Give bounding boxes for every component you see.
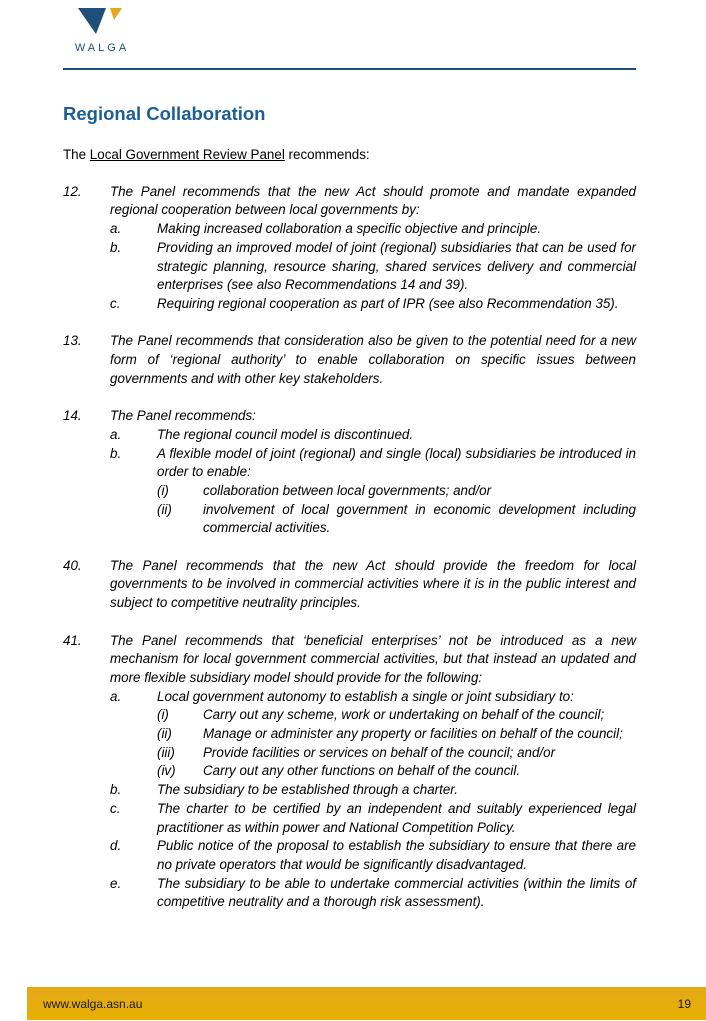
sub-item bbox=[110, 837, 636, 874]
sub-sub-item-label: (iv) bbox=[157, 763, 176, 779]
recommendation-13 bbox=[63, 332, 636, 388]
sub-item bbox=[110, 800, 636, 837]
sub-sub-item bbox=[157, 762, 636, 781]
sub-item-label: b. bbox=[110, 782, 122, 798]
sub-sub-item-label: (i) bbox=[157, 707, 169, 723]
page-number: 19 bbox=[677, 997, 691, 1011]
sub-item-text: The regional council model is discontinued. bbox=[157, 426, 414, 442]
recommendation-number: 40. bbox=[63, 557, 82, 573]
sub-item-text: The subsidiary to be established through a charter. bbox=[157, 782, 458, 798]
intro-paragraph bbox=[63, 146, 636, 165]
recommendation-number: 12. bbox=[63, 183, 82, 199]
sub-item-text: The charter to be certified by an independent and suitably experienced legal practitioner as within power and National Competition Policy. bbox=[157, 800, 636, 835]
sub-item-text: Public notice of the proposal to establish the subsidiary to ensure that there are no private operators that would be significantly disadvantaged. bbox=[157, 838, 636, 872]
recommendation-number: 14. bbox=[63, 408, 82, 424]
sub-item-label: c. bbox=[110, 800, 121, 816]
review-panel-link[interactable]: Local Government Review Panel bbox=[89, 147, 285, 162]
page-title: Regional Collaboration bbox=[63, 103, 266, 124]
sub-item-label: b. bbox=[110, 445, 122, 461]
sub-item bbox=[110, 220, 636, 239]
sub-item bbox=[110, 875, 636, 912]
sub-sub-item bbox=[157, 744, 636, 763]
sub-item-text: Providing an improved model of joint (regional) subsidiaries that can be used for strategic planning, resource sharing, shared services delivery and commercial enterprises (see also Recommendations 14 and 39). bbox=[157, 239, 636, 293]
recommendation-number: 41. bbox=[63, 632, 82, 648]
page-content bbox=[63, 102, 636, 912]
intro-text-before: The bbox=[63, 147, 90, 162]
sub-item-label: c. bbox=[110, 295, 121, 311]
recommendation-text: The Panel recommends that ‘beneficial enterprises’ not be introduced as a new mechanism for local government commercial activities, but that instead an updated and more flexible subsidiary model should provide for the following: bbox=[110, 632, 636, 685]
sub-item-label: e. bbox=[110, 875, 122, 891]
sub-sub-item-text: Provide facilities or services on behalf of the council; and/or bbox=[203, 744, 556, 760]
walga-logo-icon bbox=[70, 6, 134, 42]
sub-item-text: A flexible model of joint (regional) and single (local) subsidiaries be introduced in order to enable: bbox=[157, 445, 636, 480]
sub-item-text: Requiring regional cooperation as part of IPR (see also Recommendation 35). bbox=[157, 295, 619, 311]
recommendation-number: 13. bbox=[63, 333, 82, 349]
sub-item-label: b. bbox=[110, 239, 122, 255]
sub-sub-item bbox=[157, 482, 636, 501]
sub-item-label: a. bbox=[110, 426, 122, 442]
header-rule bbox=[63, 68, 636, 70]
sub-sub-item bbox=[157, 501, 636, 538]
recommendation-14 bbox=[63, 407, 636, 538]
recommendation-12 bbox=[63, 183, 636, 314]
sub-item-text: Making increased collaboration a specific objective and principle. bbox=[157, 221, 542, 237]
sub-sub-item bbox=[157, 725, 636, 744]
sub-item bbox=[110, 781, 636, 800]
intro-text-after: recommends: bbox=[284, 147, 370, 162]
sub-sub-item bbox=[157, 706, 636, 725]
recommendation-40 bbox=[63, 557, 636, 613]
sub-sub-item-text: collaboration between local governments; and/or bbox=[203, 482, 492, 498]
sub-item-text: The subsidiary to be able to undertake commercial activities (within the limits of competitive neutrality and a thorough risk assessment). bbox=[157, 875, 636, 910]
recommendation-text: The Panel recommends that consideration also be given to the potential need for a new form of ‘regional authority’ to enable collaboration on specific issues between governments and with other key stakeholders. bbox=[110, 333, 636, 386]
logo-wordmark: WALGA bbox=[74, 42, 130, 54]
recommendation-41 bbox=[63, 632, 636, 913]
sub-item-text: Local government autonomy to establish a single or joint subsidiary to: bbox=[157, 688, 574, 704]
sub-item bbox=[110, 295, 636, 314]
sub-item-label: a. bbox=[110, 688, 122, 704]
walga-logo bbox=[70, 6, 134, 56]
footer-url-link[interactable]: www.walga.asn.au bbox=[43, 997, 143, 1011]
sub-sub-item-label: (iii) bbox=[157, 744, 175, 760]
recommendation-text: The Panel recommends that the new Act should provide the freedom for local governments to be involved in commercial activities where it is in the public interest and subject to competitive neutrality principles. bbox=[110, 557, 636, 611]
sub-item bbox=[110, 239, 636, 295]
recommendation-list bbox=[63, 183, 636, 912]
sub-sub-item-text: Carry out any other functions on behalf of the council. bbox=[203, 763, 521, 779]
recommendation-text: The Panel recommends that the new Act should promote and mandate expanded regional cooperation between local governments by: bbox=[110, 183, 636, 218]
sub-item bbox=[110, 426, 636, 445]
sub-sub-item-label: (ii) bbox=[157, 726, 172, 742]
sub-item bbox=[110, 445, 636, 539]
sub-item-label: d. bbox=[110, 838, 122, 854]
sub-sub-item-label: (ii) bbox=[157, 501, 172, 517]
recommendation-text: The Panel recommends: bbox=[110, 408, 256, 424]
sub-item bbox=[110, 688, 636, 782]
sub-sub-item-text: Manage or administer any property or facilities on behalf of the council; bbox=[203, 726, 623, 742]
sub-item-label: a. bbox=[110, 221, 122, 237]
sub-sub-item-text: Carry out any scheme, work or undertaking on behalf of the council; bbox=[203, 707, 605, 723]
sub-sub-item-text: involvement of local government in economic development including commercial activities. bbox=[203, 501, 636, 536]
sub-sub-item-label: (i) bbox=[157, 482, 169, 498]
